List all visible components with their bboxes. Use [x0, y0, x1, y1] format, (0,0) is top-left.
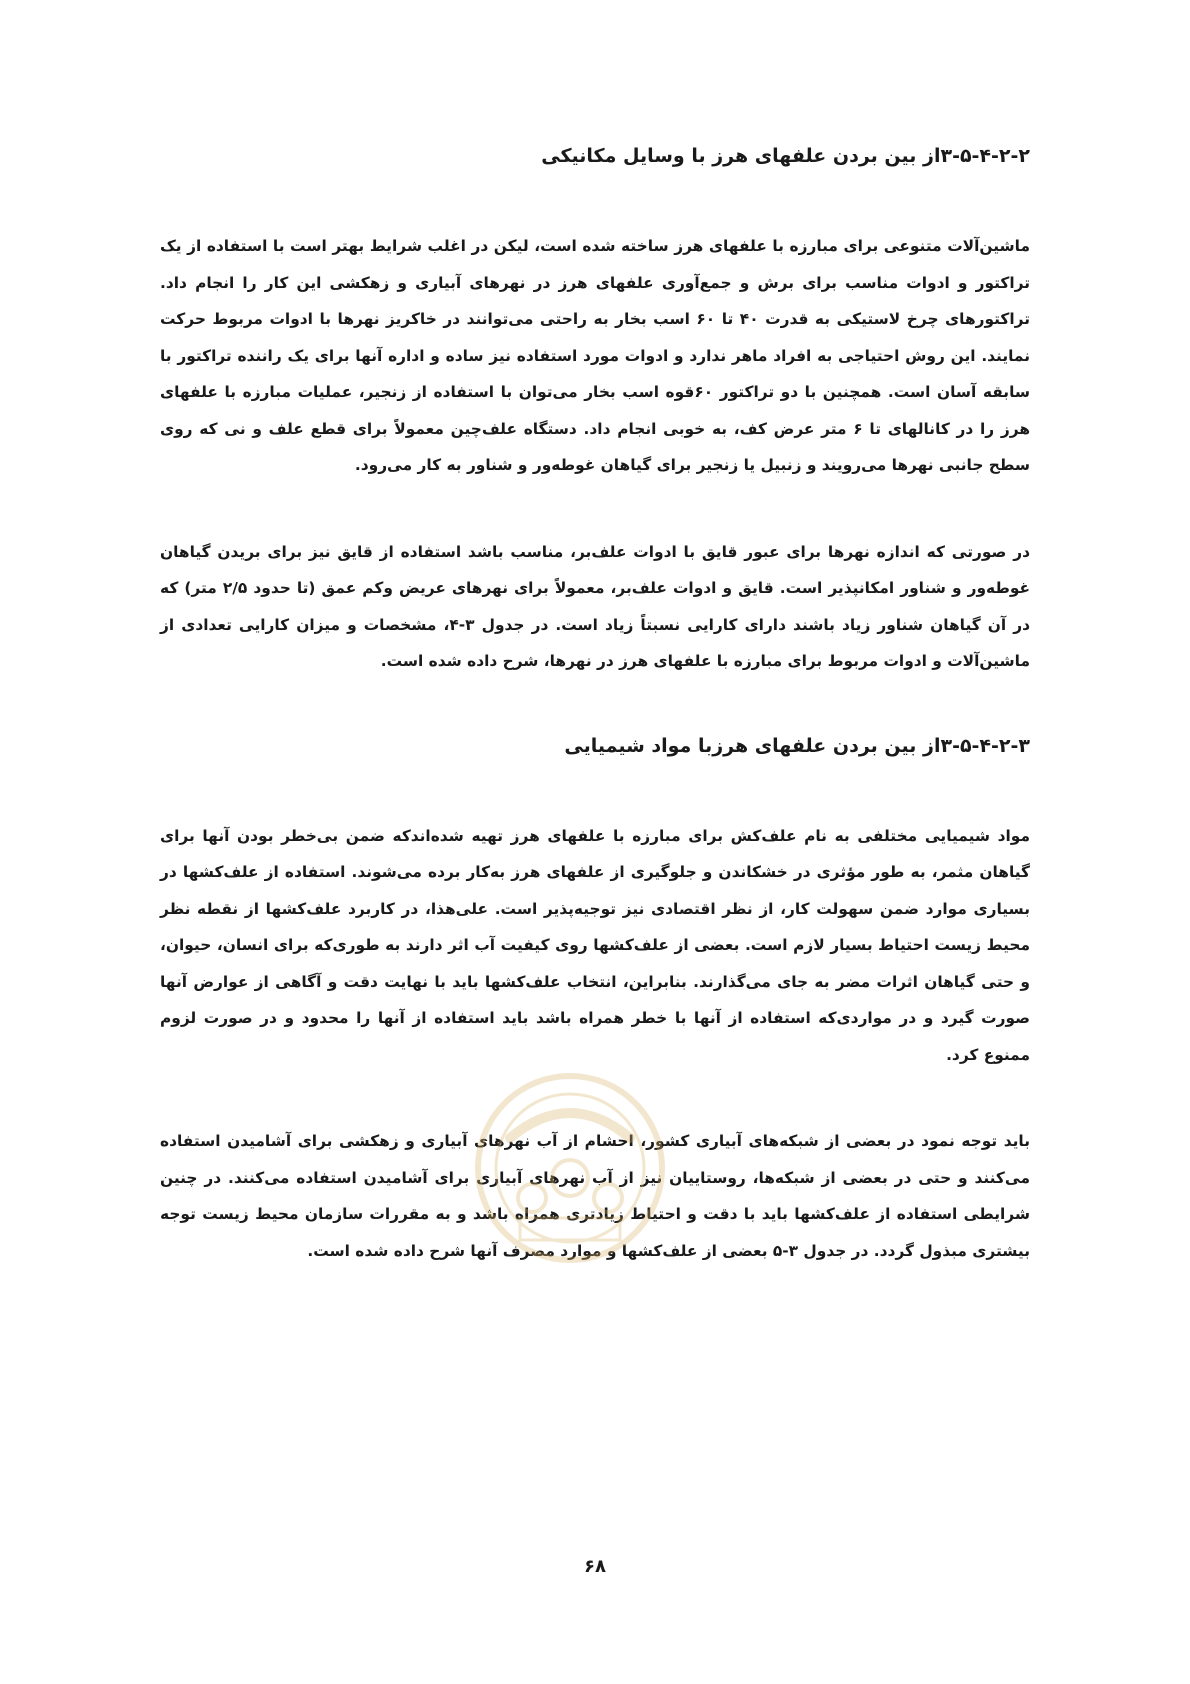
paragraph-chemical-drinking-water: باید توجه نمود در بعضی از شبکه‌های آبیاری کشور، احشام از آب نهرهای آبیاری و زهکشی برای آشامیدن استفاده می‌کنند و حتی در بعضی از شبکه‌ها، روستاییان نیز از آب نهرهای آبیاری برای آشامیدن استفاده می‌کنند. در چنین شرایطی استفاده از علف‌کشها باید با دقت و احتیاط زیادتری همراه باشد و به مقررات سازمان محیط زیست توجه بیشتری مبذول گردد. در جدول ۳-۵ بعضی از علف‌کشها و موارد مصرف آنها شرح داده شده است.	[160, 1132, 1030, 1260]
section-heading-chemical: ۳-۵-۴-۲-۳از بین بردن علفهای هرزبا مواد شیمیایی	[564, 734, 1030, 757]
page-number: ۶۸	[584, 1556, 606, 1577]
paragraph-mechanical-tractors: ماشین‌آلات متنوعی برای مبارزه با علفهای هرز ساخته شده است، لیکن در اغلب شرایط بهتر است با استفاده از یک تراکتور و ادوات مناسب برای برش و جمع‌آوری علفهای هرز در نهرهای آبیاری و زهکشی این کار را انجام داد. تراکتورهای چرخ لاستیکی به قدرت ۴۰ تا ۶۰ اسب بخار به راحتی می‌توانند در خاکریز نهرها با ادوات مربوط حرکت نمایند. این روش احتیاجی به افراد ماهر ندارد و ادوات مورد استفاده نیز ساده و اداره آنها برای یک راننده تراکتور با سابقه آسان است. همچنین با دو تراکتور ۶۰قوه اسب بخار می‌توان با استفاده از زنجیر، عملیات مبارزه با علفهای هرز را در کانالهای تا ۶ متر عرض کف، به خوبی انجام داد. دستگاه علف‌چین معمولاً برای قطع علف و نی که روی سطح جانبی نهرها می‌رویند و زنبیل یا زنجیر برای گیاهان غوطه‌ور و شناور به کار می‌رود.	[160, 237, 1030, 474]
paragraph-chemical-herbicides: مواد شیمیایی مختلفی به نام علف‌کش برای مبارزه با علفهای هرز تهیه شده‌اندکه ضمن بی‌خطر بودن آنها برای گیاهان مثمر، به طور مؤثری در خشکاندن و جلوگیری از علفهای هرز به‌کار برده می‌شوند. استفاده از علف‌کشها در بسیاری موارد ضمن سهولت کار، از نظر اقتصادی نیز توجیه‌پذیر است. علی‌هذا، در کاربرد علف‌کشها از نقطه نظر محیط زیست احتیاط بسیار لازم است. بعضی از علف‌کشها روی کیفیت آب اثر دارند به طوری‌که برای انسان، حیوان، و حتی گیاهان اثرات مضر به جای می‌گذارند. بنابراین، انتخاب علف‌کشها باید با نهایت دقت و آگاهی از عوارض آنها صورت گیرد و در مواردی‌که استفاده از آنها با خطر همراه باشد باید استفاده از آنها را محدود و در صورت لزوم ممنوع کرد.	[160, 826, 1030, 1064]
page-content	[160, 140, 1030, 1269]
section-heading-mechanical: ۳-۵-۴-۲-۲از بین بردن علفهای هرز با وسایل مکانیکی	[541, 145, 1030, 167]
paragraph-mechanical-boats: در صورتی که اندازه نهرها برای عبور قایق با ادوات علف‌بر، مناسب باشد استفاده از قایق نیز برای بریدن گیاهان غوطه‌ور و شناور امکانپذیر است. قایق و ادوات علف‌بر، معمولاً برای نهرهای عریض وکم عمق (تا حدود ۲/۵ متر) که در آن گیاهان شناور زیاد باشند دارای کارایی نسبتاً زیاد است. در جدول ۳-۴، مشخصات و میزان کارایی تعدادی از ماشین‌آلات و ادوات مربوط برای مبارزه با علفهای هرز در نهرها، شرح داده شده است.	[160, 542, 1031, 670]
